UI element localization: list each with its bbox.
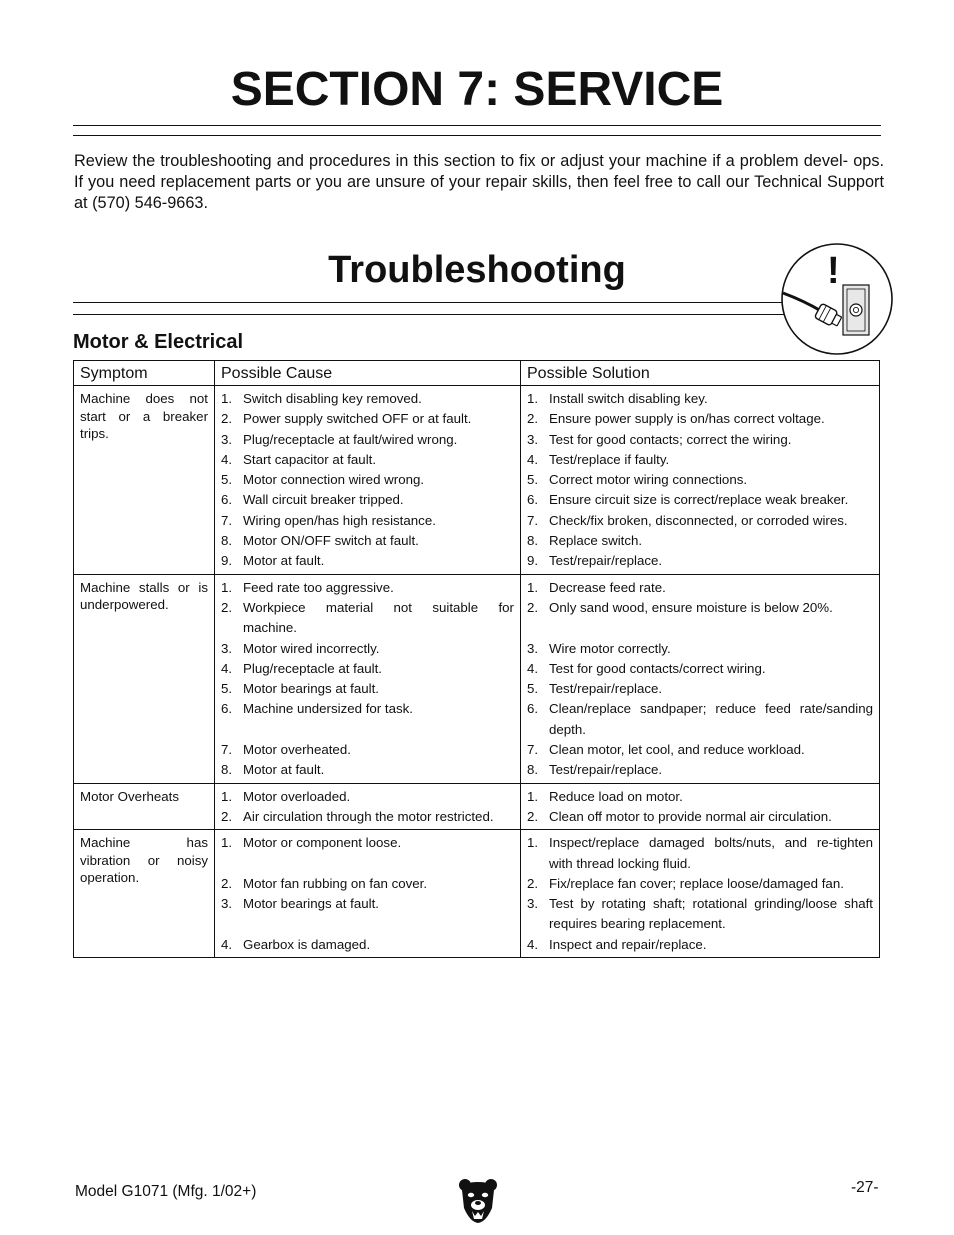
list-item: 2. Clean off motor to provide normal air circulation.	[527, 808, 832, 824]
list-item: 8. Test/repair/replace.	[527, 762, 663, 778]
list-item: 1. Inspect/replace damaged bolts/nuts, and re-tighten with thread locking fluid.	[527, 835, 873, 871]
list-item: 4. Gearbox is damaged.	[221, 936, 371, 952]
list-item: 3. Wire motor correctly.	[527, 640, 671, 656]
list-spacer	[221, 720, 514, 740]
symptom-header: Symptom	[74, 361, 215, 386]
electrical-warning-icon	[779, 241, 895, 357]
table-row	[74, 386, 880, 575]
list-item: 4. Test for good contacts/correct wiring.	[527, 660, 766, 676]
list-item: 3. Test by rotating shaft; rotational grinding/loose shaft requires bearing replacement.	[527, 896, 873, 932]
list-item: 6. Wall circuit breaker tripped.	[221, 492, 404, 508]
list-item: 3. Motor wired incorrectly.	[221, 640, 380, 656]
list-item: 8. Replace switch.	[527, 533, 643, 549]
table-row	[74, 574, 880, 783]
divider	[73, 314, 881, 315]
table-header-row	[74, 361, 880, 386]
table-heading: Motor & Electrical	[73, 331, 244, 353]
list-item: 4. Inspect and repair/replace.	[527, 936, 707, 952]
list-item: 1. Decrease feed rate.	[527, 579, 666, 595]
list-item: 4. Test/replace if faulty.	[527, 451, 670, 467]
list-item: 3. Test for good contacts; correct the wiring.	[527, 431, 792, 447]
solution-cell	[521, 830, 880, 958]
list-item: 5. Test/repair/replace.	[527, 681, 663, 697]
troubleshooting-title: Troubleshooting	[328, 249, 626, 291]
list-item: 1. Switch disabling key removed.	[221, 391, 422, 406]
list-item: 1. Motor overloaded.	[221, 788, 351, 804]
list-item: 7. Wiring open/has high resistance.	[221, 512, 436, 528]
solution-header: Possible Solution	[521, 361, 880, 386]
list-spacer	[221, 854, 514, 874]
list-item: 4. Plug/receptacle at fault.	[221, 660, 382, 676]
cause-cell	[215, 830, 521, 958]
list-item: 1. Motor or component loose.	[221, 835, 402, 851]
list-item: 6. Machine undersized for task.	[221, 701, 413, 717]
list-item: 7. Motor overheated.	[221, 742, 351, 758]
section-title: SECTION 7: SERVICE	[230, 63, 724, 116]
list-item: 2. Only sand wood, ensure moisture is below 20%.	[527, 599, 833, 615]
symptom-cell: Machine stalls or is underpowered.	[74, 574, 215, 783]
table-row	[74, 783, 880, 830]
solution-cell	[521, 574, 880, 783]
list-item: 9. Motor at fault.	[221, 553, 325, 569]
list-item: 1. Feed rate too aggressive.	[221, 579, 394, 595]
list-item: 5. Correct motor wiring connections.	[527, 472, 748, 488]
list-item: 6. Clean/replace sandpaper; reduce feed rate/sanding depth.	[527, 701, 873, 737]
list-item: 5. Motor bearings at fault.	[221, 681, 379, 697]
cause-cell	[215, 783, 521, 830]
solution-cell	[521, 386, 880, 575]
list-item: 6. Ensure circuit size is correct/replace weak breaker.	[527, 492, 849, 508]
list-item: 8. Motor at fault.	[221, 762, 325, 778]
list-item: 2. Fix/replace fan cover; replace loose/damaged fan.	[527, 875, 844, 891]
list-item: 9. Test/repair/replace.	[527, 553, 663, 569]
list-spacer	[221, 914, 514, 934]
divider	[73, 135, 881, 136]
symptom-cell: Motor Overheats	[74, 783, 215, 830]
list-item: 3. Motor bearings at fault.	[221, 896, 379, 912]
list-item: machine.	[243, 620, 297, 636]
divider	[73, 125, 881, 126]
list-item: 1. Reduce load on motor.	[527, 788, 683, 804]
list-item: 1. Install switch disabling key.	[527, 391, 708, 406]
list-item: 2. Workpiece material not suitable for	[221, 599, 514, 615]
list-item: 2. Air circulation through the motor restricted.	[221, 808, 494, 824]
list-item: 5. Motor connection wired wrong.	[221, 472, 425, 488]
divider	[73, 302, 789, 303]
warning-glyph: !	[827, 250, 840, 292]
solution-cell	[521, 783, 880, 830]
troubleshooting-table	[73, 360, 880, 958]
cause-cell	[215, 386, 521, 575]
footer-model: Model G1071 (Mfg. 1/02+)	[75, 1183, 257, 1200]
bear-logo-icon	[458, 1178, 498, 1224]
table-row	[74, 830, 880, 958]
list-item: 4. Start capacitor at fault.	[221, 451, 377, 467]
list-item: 7. Check/fix broken, disconnected, or corroded wires.	[527, 512, 848, 528]
list-item: 3. Plug/receptacle at fault/wired wrong.	[221, 431, 458, 447]
intro-paragraph: Review the troubleshooting and procedures in this section to fix or adjust your machine if a problem devel- ops. If you need replacement parts or you are unsure of your repair skills, then feel free to call our Technical Support at (570) 546-9663.	[74, 152, 884, 212]
list-spacer	[527, 618, 873, 638]
list-item: 7. Clean motor, let cool, and reduce workload.	[527, 742, 805, 758]
cause-header: Possible Cause	[215, 361, 521, 386]
list-item: 8. Motor ON/OFF switch at fault.	[221, 533, 419, 549]
list-item: 2. Power supply switched OFF or at fault.	[221, 411, 472, 427]
cause-cell	[215, 574, 521, 783]
page-number: -27-	[851, 1179, 879, 1196]
list-item: 2. Motor fan rubbing on fan cover.	[221, 875, 428, 891]
list-item: 2. Ensure power supply is on/has correct voltage.	[527, 411, 825, 427]
symptom-cell: Machine does not start or a breaker trips.	[74, 386, 215, 575]
symptom-cell: Machine has vibration or noisy operation.	[74, 830, 215, 958]
